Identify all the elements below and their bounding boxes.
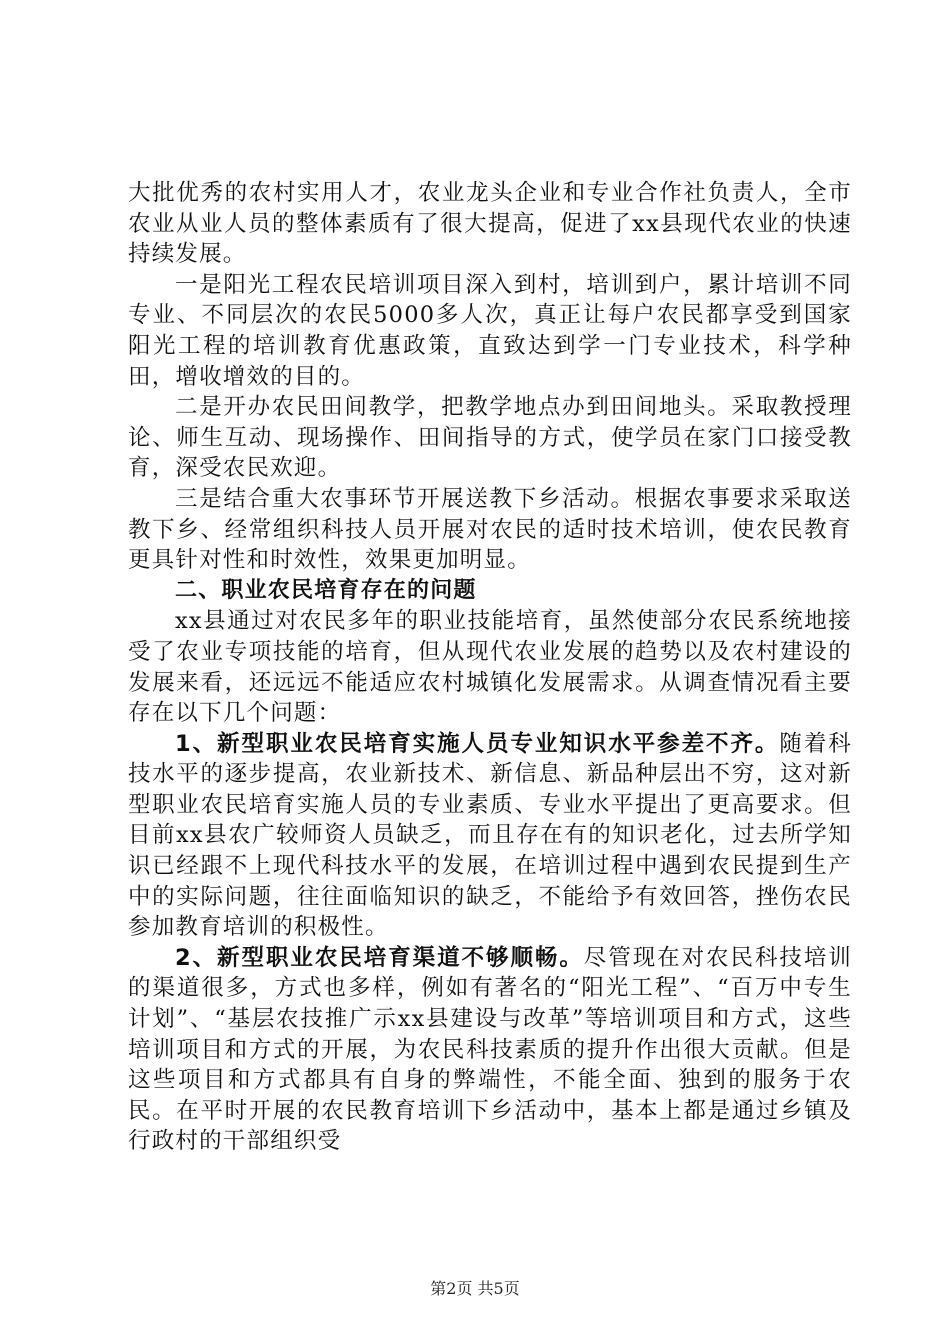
problem-one [128, 729, 852, 943]
problem-two [128, 943, 852, 1157]
page-footer: 第2页 共5页 [430, 1279, 520, 1298]
section-heading: 二、职业农民培育存在的问题 [175, 577, 477, 603]
paragraph-continued: 大批优秀的农村实用人才，农业龙头企业和专业合作社负责人，全市农业从业人员的整体素质有了很大提高，促进了xx县现代农业的快速持续发展。 [128, 180, 852, 268]
paragraph-item-two: 二是开办农民田间教学，把教学地点办到田间地头。采取教授理论、师生互动、现场操作、田间指导的方式，使学员在家门口接受教育，深受农民欢迎。 [128, 394, 852, 482]
problem-one-lead: 1、新型职业农民培育实施人员专业知识水平参差不齐。 [175, 730, 780, 757]
paragraph-item-three: 三是结合重大农事环节开展送教下乡活动。根据农事要求采取送教下乡、经常组织科技人员开展对农民的适时技术培训，使农民教育更具针对性和时效性，效果更加明显。 [128, 485, 852, 574]
paragraph-item-one: 一是阳光工程农民培训项目深入到村，培训到户，累计培训不同专业、不同层次的农民5000多人次，真正让每户农民都享受到国家阳光工程的培训教育优惠政策，直致达到学一门专业技术，科学种田，增收增效的目的。 [128, 271, 852, 390]
document-body [128, 178, 852, 1157]
problem-two-body: 尽管现在对农民科技培训的渠道很多，方式也多样，例如有著名的“阳光工程”、“百万中专生计划”、“基层农技推广示xx县建设与改革”等培训项目和方式，这些培训项目和方式的开展，为农民科技素质的提升作出很大贡献。但是这些项目和方式都具有自身的弊端性，不能全面、独到的服务于农民。在平时开展的农民教育培训下乡活动中，基本上都是通过乡镇及行政村的干部组织受 [128, 944, 852, 1155]
problem-one-body: 随着科技水平的逐步提高，农业新技术、新信息、新品种层出不穷，这对新型职业农民培育实施人员的专业素质、专业水平提出了更高要求。但目前xx县农广较师资人员缺乏，而且存在有的知识老化，过去所学知识已经跟不上现代科技水平的发展，在培训过程中遇到农民提到生产中的实际问题，往往面临知识的缺乏，不能给予有效回答，挫伤农民参加教育培训的积极性。 [128, 730, 852, 941]
section-intro: xx县通过对农民多年的职业技能培育，虽然使部分农民系统地接受了农业专项技能的培育，但从现代农业发展的趋势以及农村建设的发展来看，还远远不能适应农村城镇化发展需求。从调查情况看主要存在以下几个问题： [128, 608, 852, 727]
problem-two-lead: 2、新型职业农民培育渠道不够顺畅。 [175, 944, 584, 971]
